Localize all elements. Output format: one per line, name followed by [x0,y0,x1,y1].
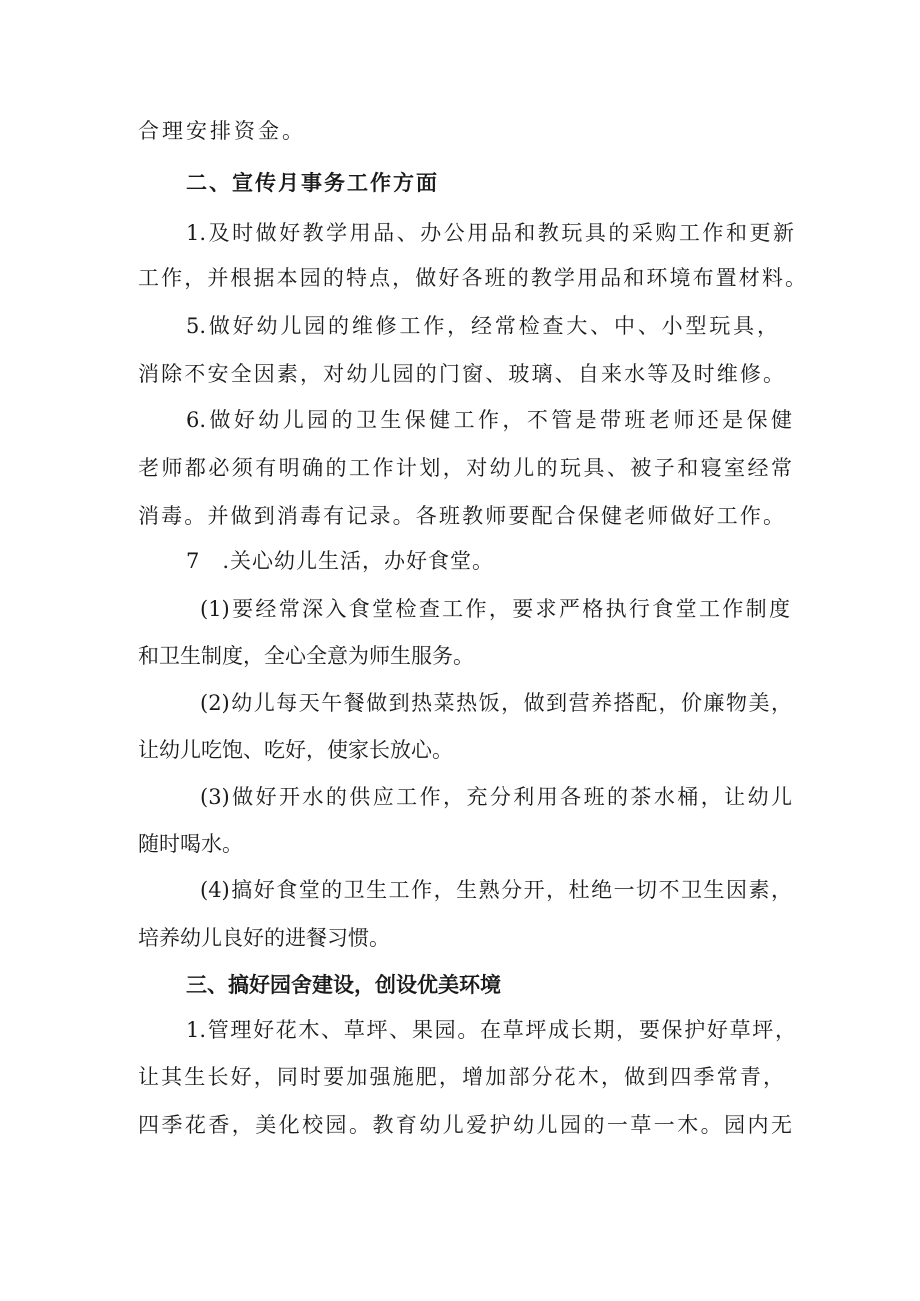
section-heading: 二、宣传月事务工作方面 [186,170,439,195]
paragraph-line: 让幼儿吃饱、吃好，使家长放心。 [138,738,453,762]
paragraph-line: 老师都必须有明确的工作计划，对幼儿的玩具、被子和寝室经常 [138,456,792,480]
paragraph-line: (2)幼儿每天午餐做到热菜热饭，做到营养搭配，价廉物美， [200,691,792,715]
paragraph-line: 5.做好幼儿园的维修工作，经常检查大、中、小型玩具， [186,314,778,338]
paragraph-line: 合理安排资金。 [138,119,306,143]
paragraph-line: 1.及时做好教学用品、办公用品和教玩具的采购工作和更新 [186,221,794,245]
paragraph-line: 6.做好幼儿园的卫生保健工作，不管是带班老师还是保健 [186,408,792,432]
paragraph-line: 和卫生制度，全心全意为师生服务。 [138,644,474,668]
section-heading: 三、搞好园舍建设，创设优美环境 [186,972,501,997]
paragraph-line: 消除不安全因素，对幼儿园的门窗、玻璃、自来水等及时维修。 [138,362,784,386]
paragraph-line: 7 .关心幼儿生活，办好食堂。 [186,549,495,573]
paragraph-line: 1.管理好花木、草坪、果园。在草坪成长期，要保护好草坪， [186,1018,796,1042]
paragraph-line: 消毒。并做到消毒有记录。各班教师要配合保健老师做好工作。 [138,504,784,528]
paragraph-line: 四季花香，美化校园。教育幼儿爱护幼儿园的一草一木。园内无 [138,1113,792,1137]
paragraph-line: (1)要经常深入食堂检查工作，要求严格执行食堂工作制度 [200,597,790,621]
paragraph-line: 工作，并根据本园的特点，做好各班的教学用品和环境布置材料。 [138,266,806,290]
paragraph-line: (3)做好开水的供应工作，充分利用各班的茶水桶，让幼儿 [200,785,792,809]
paragraph-line: (4)搞好食堂的卫生工作，生熟分开，杜绝一切不卫生因素， [200,878,792,902]
paragraph-line: 随时喝水。 [138,832,243,856]
paragraph-line: 培养幼儿良好的进餐习惯。 [138,926,390,950]
paragraph-line: 让其生长好，同时要加强施肥，增加部分花木，做到四季常青， [138,1065,784,1089]
